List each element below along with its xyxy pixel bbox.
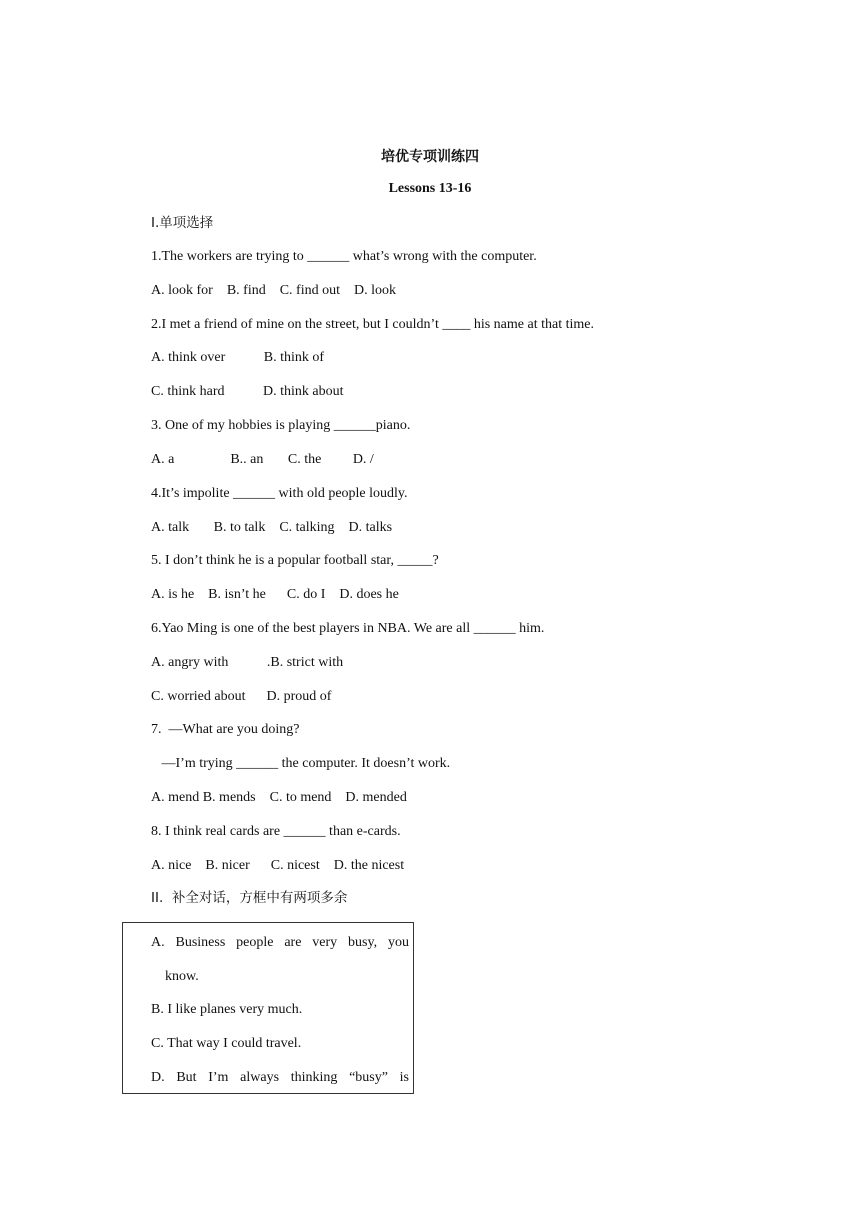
box-option-c: C. That way I could travel. [151,1036,302,1051]
question-2-options-a: A. think over B. think of [151,350,325,365]
question-1-stem: 1.The workers are trying to ______ what’s wrong with the computer. [151,249,537,264]
question-6-options-a: A. angry with .B. strict with [151,655,344,670]
question-5-options: A. is he B. isn’t he C. do I D. does he [151,587,399,602]
question-8-options: A. nice B. nicer C. nicest D. the nicest [151,858,405,873]
question-3-options: A. a B.. an C. the D. / [151,452,374,467]
question-2-options-b: C. think hard D. think about [151,384,344,399]
box-option-a-word: Business [175,935,226,950]
box-option-a-line-1 [151,934,409,952]
box-option-d-word: always [240,1070,280,1085]
box-option-a-word: busy, [348,935,378,950]
page-subtitle: Lessons 13-16 [388,181,472,196]
question-7-options: A. mend B. mends C. to mend D. mended [151,790,407,805]
box-option-d-word: is [399,1070,409,1085]
box-option-d-word: thinking [290,1070,338,1085]
box-option-b: B. I like planes very much. [151,1002,303,1017]
question-3-stem: 3. One of my hobbies is playing ______piano. [151,418,411,433]
question-4-stem: 4.It’s impolite ______ with old people loudly. [151,486,408,501]
box-option-a-word: A. [151,935,165,950]
section-1-heading: I.单项选择 [151,215,214,231]
box-option-d-word: D. [151,1070,165,1085]
question-2-stem: 2.I met a friend of mine on the street, but I couldn’t ____ his name at that time. [151,317,594,332]
box-option-d-word: I’m [208,1070,229,1085]
question-1-options: A. look for B. find C. find out D. look [151,283,396,298]
question-7-stem: 7. —What are you doing? [151,722,300,737]
question-5-stem: 5. I don’t think he is a popular football star, _____? [151,553,439,568]
box-option-a-word: are [284,935,302,950]
box-option-a-line-2: know. [151,969,199,984]
section-2-heading: II. 补全对话，方框中有两项多余 [151,890,348,906]
box-option-d-word: But [176,1070,197,1085]
question-6-options-b: C. worried about D. proud of [151,689,332,704]
box-option-a-word: you [387,935,409,950]
question-8-stem: 8. I think real cards are ______ than e-cards. [151,824,401,839]
box-option-d-word: “busy” [349,1070,388,1085]
question-4-options: A. talk B. to talk C. talking D. talks [151,520,393,535]
question-7-stem-reply: —I’m trying ______ the computer. It doesn’t work. [151,756,451,771]
box-option-d-line-1 [151,1069,409,1087]
page-title: 培优专项训练四 [381,149,479,165]
dialogue-options-box [122,922,414,1094]
box-option-a-word: people [236,935,274,950]
question-6-stem: 6.Yao Ming is one of the best players in NBA. We are all ______ him. [151,621,545,636]
box-option-a-word: very [312,935,338,950]
